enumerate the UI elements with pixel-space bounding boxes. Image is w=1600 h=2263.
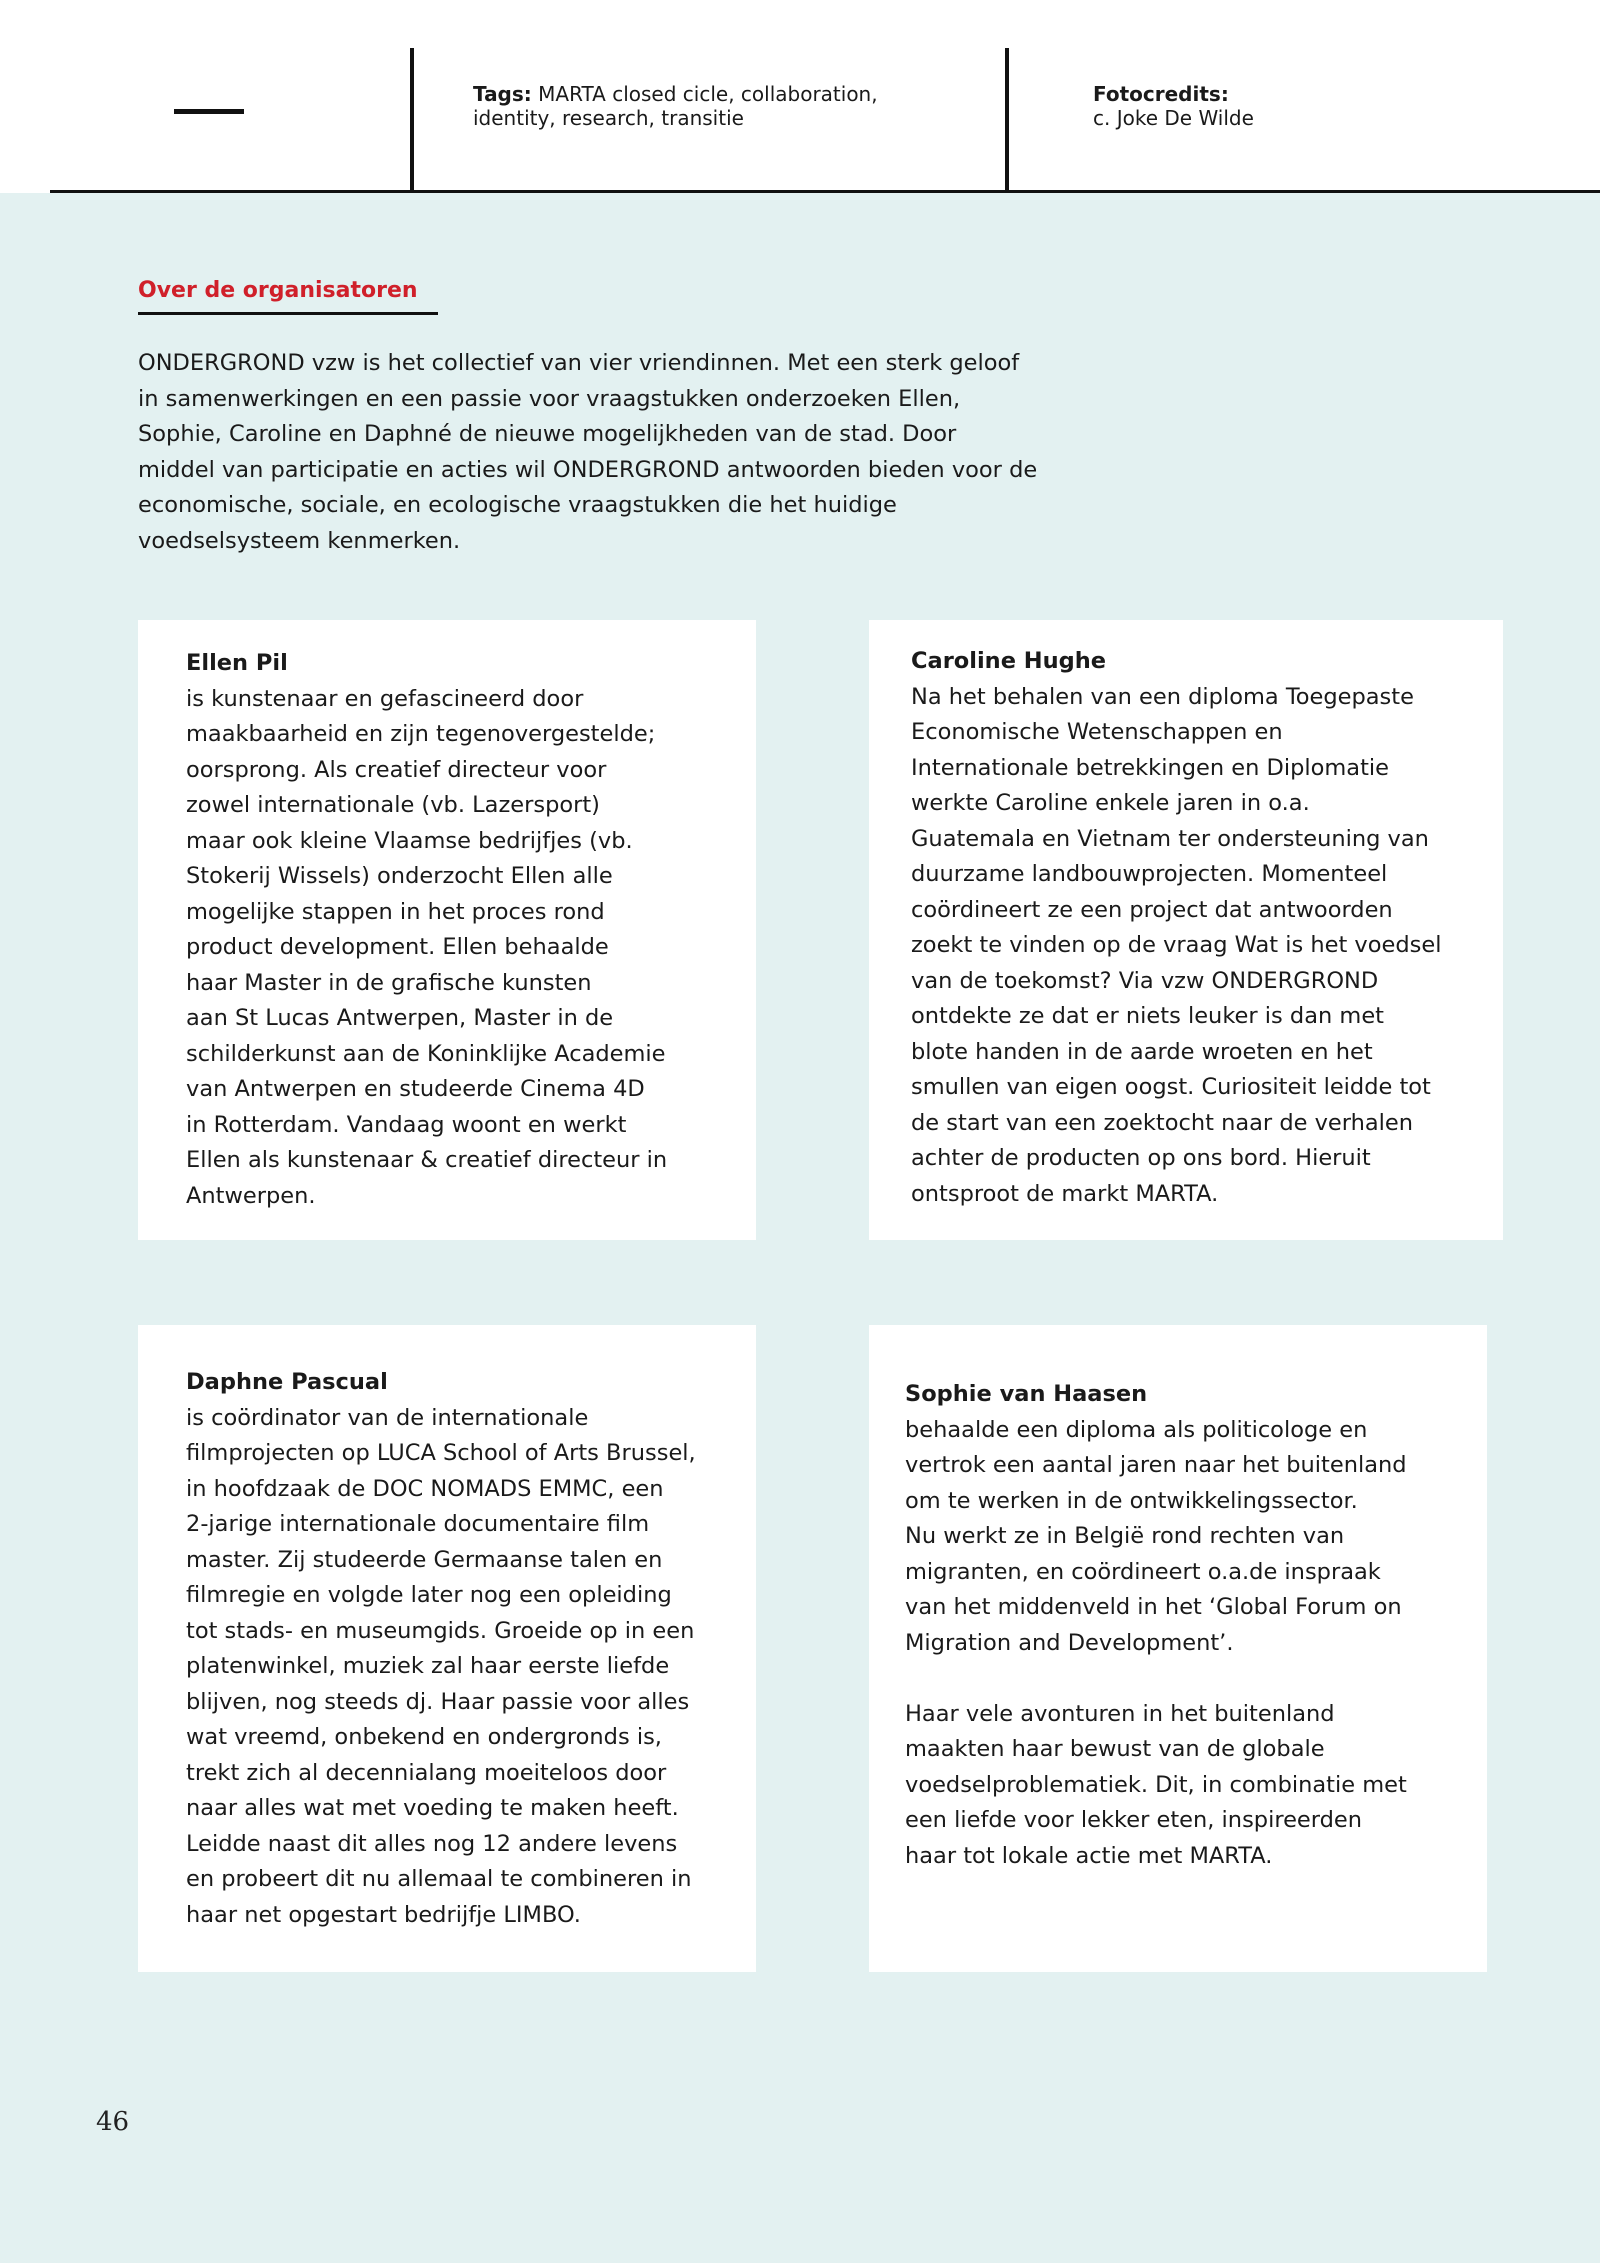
profile-name: Caroline Hughe [911, 648, 1107, 674]
header-dash [174, 109, 244, 114]
profile-name: Daphne Pascual [186, 1369, 388, 1395]
profile-bio: Na het behalen van een diploma Toegepaste Economische Wetenschappen en Internationale betrekkingen en Diplomatie werkte Caroline enkele jaren in o.a. Guatemala en Vietnam ter ondersteuning van duurzame landbouwprojecten. Momenteel coördineert ze een project dat antwoorden zoekt te vinden op de vraag Wat is het voedsel van de toekomst? Via vzw ONDERGROND ontdekte ze dat er niets leuker is dan met blote handen in de aarde wroeten en het smullen van eigen oogst. Curiositeit leidde tot de start van een zoektocht naar de verhalen achter de producten op ons bord. Hieruit ontsproot de markt MARTA. [911, 683, 1442, 1207]
section-title-underline [138, 312, 438, 315]
section-title: Over de organisatoren [138, 278, 418, 303]
profile-card-caroline [869, 620, 1503, 1240]
tags-value: MARTA closed cicle, collaboration, identity, research, transitie [473, 82, 878, 130]
profile-bio: is coördinator van de internationale filmprojecten op LUCA School of Arts Brussel, in hoofdzaak de DOC NOMADS EMMC, een 2-jarige internationale documentaire film master. Zij studeerde Germaanse talen en filmregie en volgde later nog een opleiding tot stads- en museumgids. Groeide op in een platenwinkel, muziek zal haar eerste liefde blijven, nog steeds dj. Haar passie voor alles wat vreemd, onbekend en ondergronds is, trekt zich al decennialang moeiteloos door naar alles wat met voeding te maken heeft. Leidde naast dit alles nog 12 andere levens en probeert dit nu allemaal te combineren in haar net opgestart bedrijfje LIMBO. [186, 1404, 696, 1928]
credits-label: Fotocredits: [1093, 82, 1229, 106]
page-number: 46 [96, 2107, 130, 2137]
intro-paragraph: ONDERGROND vzw is het collectief van vier vriendinnen. Met een sterk geloof in samenwerkingen en een passie voor vraagstukken onderzoeken Ellen, Sophie, Caroline en Daphné de nieuwe mogelijkheden van de stad. Door middel van participatie en acties wil ONDERGROND antwoorden bieden voor de economische, sociale, en ecologische vraagstukken die het huidige voedselsysteem kenmerken. [138, 350, 1038, 554]
profile-bio: is kunstenaar en gefascineerd door maakbaarheid en zijn tegenovergestelde; oorsprong. Als creatief directeur voor zowel internationale (vb. Lazersport) maar ook kleine Vlaamse bedrijfjes (vb. Stokerij Wissels) onderzocht Ellen alle mogelijke stappen in het proces rond product development. Ellen behaalde haar Master in de grafische kunsten aan St Lucas Antwerpen, Master in de schilderkunst aan de Koninklijke Academie van Antwerpen en studeerde Cinema 4D in Rotterdam. Vandaag woont en werkt Ellen als kunstenaar & creatief directeur in Antwerpen. [186, 685, 668, 1209]
profile-card-ellen [138, 620, 756, 1240]
header-divider-right [1005, 48, 1009, 192]
header-divider-left [410, 48, 414, 192]
profile-name: Sophie van Haasen [905, 1381, 1148, 1407]
profile-bio: behaalde een diploma als politicologe en vertrok een aantal jaren naar het buitenland om te werken in de ontwikkelingssector. Nu werkt ze in België rond rechten van migranten, en coördineert o.a.de inspraak van het middenveld in het ‘Global Forum on Migration and Development’. Haar vele avonturen in het buitenland maakten haar bewust van de globale voedselproblematiek. Dit, in combinatie met een liefde voor lekker eten, inspireerden haar tot lokale actie met MARTA. [905, 1416, 1407, 1869]
profile-card-daphne [138, 1325, 756, 1972]
tags-block [473, 82, 943, 130]
photo-credits-block [1093, 82, 1493, 130]
tags-label: Tags: [473, 82, 532, 106]
credits-value: c. Joke De Wilde [1093, 106, 1254, 130]
profile-card-sophie [869, 1325, 1487, 1972]
profile-name: Ellen Pil [186, 650, 288, 676]
page-header [0, 0, 1600, 192]
